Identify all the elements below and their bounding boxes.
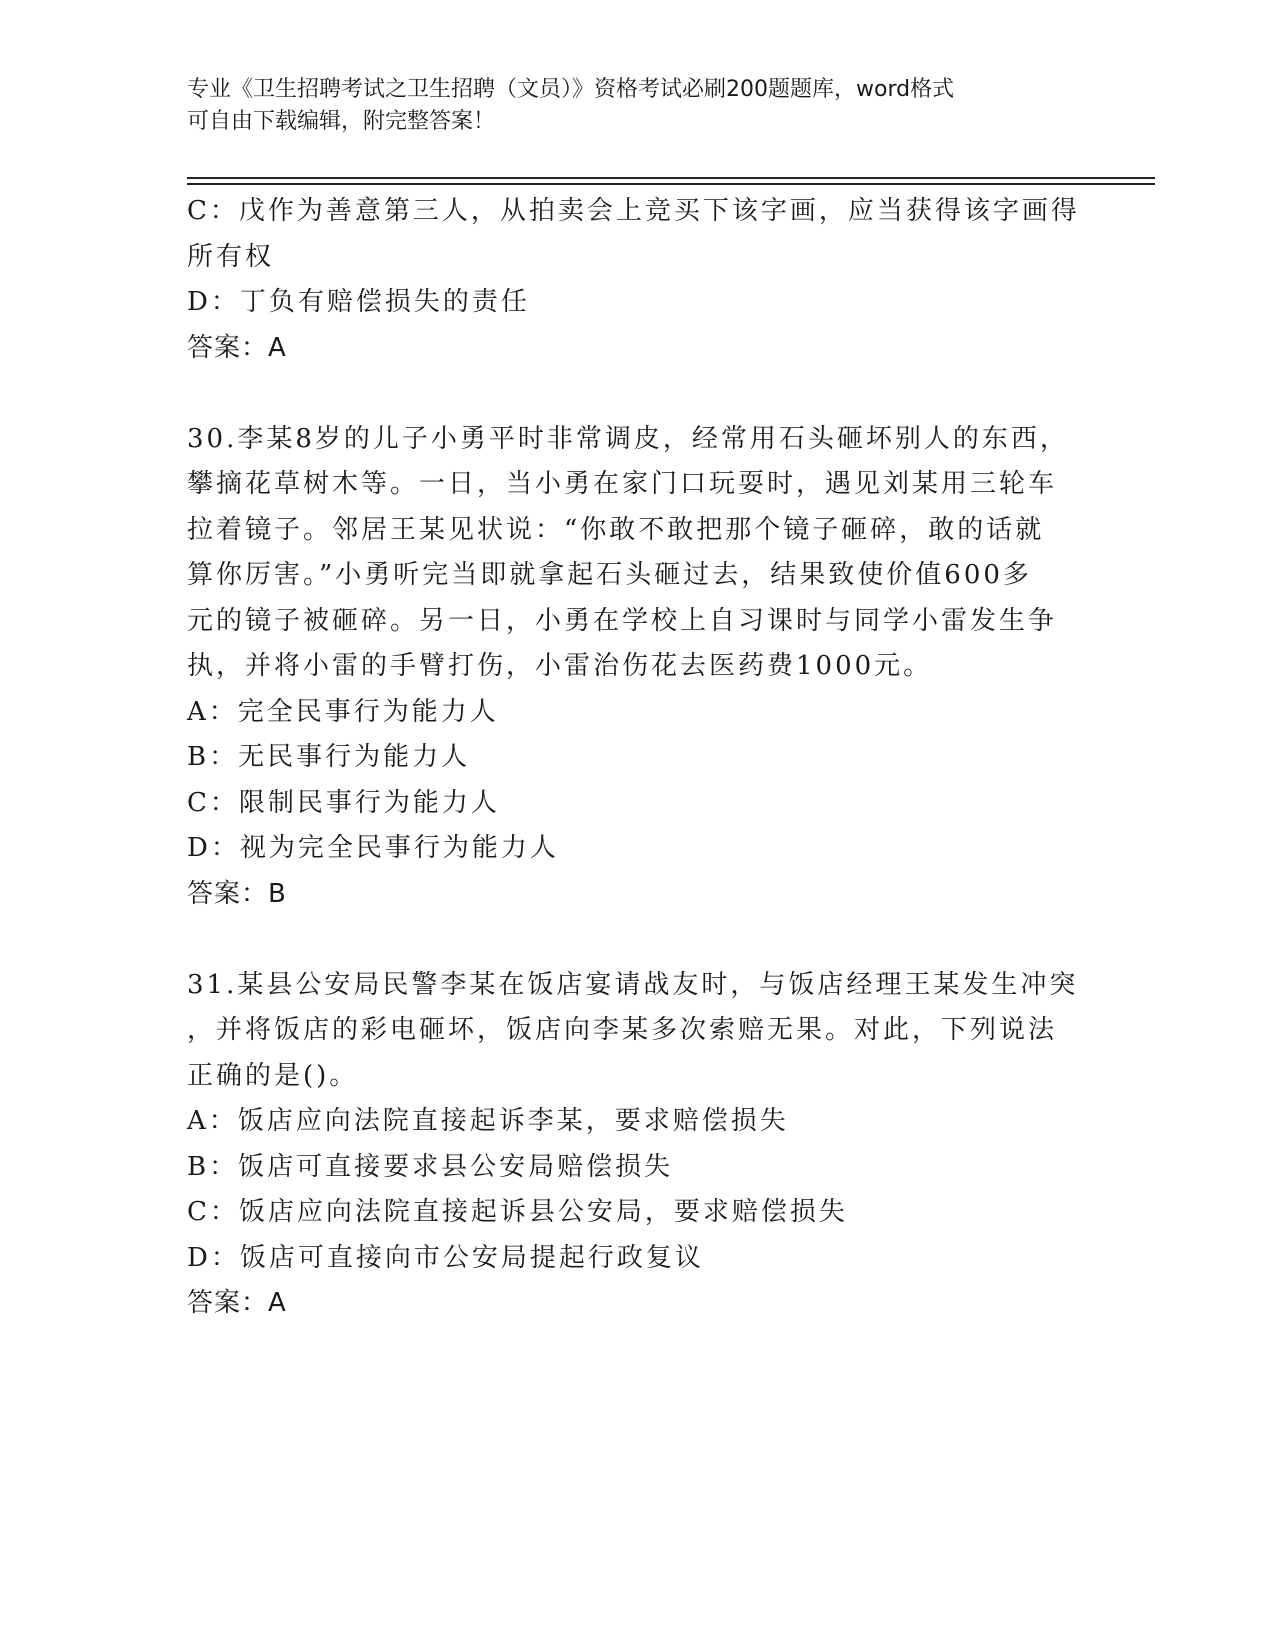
q31-stem-line: ，并将饭店的彩电砸坏，饭店向李某多次索赔无果。对此，下列说法 [187,1015,1058,1045]
q31-answer: 答案：A [187,1288,287,1318]
q30-option-d: D：视为完全民事行为能力人 [187,833,559,863]
q31-option-c: C：饭店应向法院直接起诉县公安局，要求赔偿损失 [187,1197,848,1227]
q31-stem-line: 31.某县公安局民警李某在饭店宴请战友时，与饭店经理王某发生冲突 [187,969,1079,1000]
header-divider-bottom [187,183,1155,185]
q30-option-a: A：完全民事行为能力人 [187,696,499,727]
question-29-continuation [187,189,1087,371]
spacer [187,917,1087,963]
q30-answer: 答案：B [187,878,287,909]
header-line-1: 专业《卫生招聘考试之卫生招聘（文员）》资格考试必刷200题题库，word格式 [187,77,955,102]
question-30 [187,417,1087,918]
q31-option-b: B：饭店可直接要求县公安局赔偿损失 [187,1151,674,1182]
q31-option-d: D：饭店可直接向市公安局提起行政复议 [187,1242,704,1273]
document-header [187,74,1087,138]
header-divider-top [187,177,1155,179]
question-31 [187,963,1087,1327]
q30-stem-line: 拉着镜子。邻居王某见状说：“你敢不敢把那个镜子砸碎，敢的话就 [187,514,1045,545]
q31-option-a: A：饭店应向法院直接起诉李某，要求赔偿损失 [187,1106,789,1136]
q29-option-c-line-2: 所有权 [187,241,275,272]
q30-option-c: C：限制民事行为能力人 [187,787,500,818]
document-body [187,189,1087,1327]
header-line-2: 可自由下载编辑，附完整答案！ [187,109,496,134]
spacer [187,371,1087,417]
q30-stem-line: 攀摘花草树木等。一日，当小勇在家门口玩耍时，遇见刘某用三轮车 [187,469,1058,499]
q30-stem-line: 30.李某8岁的儿子小勇平时非常调皮，经常用石头砸坏别人的东西， [187,423,1069,454]
q29-answer: 答案：A [187,332,287,363]
q30-stem-line: 算你厉害。”小勇听完当即就拿起石头砸过去，结果致使价值600多 [187,560,1032,590]
q30-stem-line: 执，并将小雷的手臂打伤，小雷治伤花去医药费1000元。 [187,651,933,681]
q29-option-c-line-1: C：戊作为善意第三人，从拍卖会上竞买下该字画，应当获得该字画得 [187,196,1080,226]
q29-option-d: D：丁负有赔偿损失的责任 [187,287,530,317]
q30-stem-line: 元的镜子被砸碎。另一日，小勇在学校上自习课时与同学小雷发生争 [187,605,1058,636]
q30-option-b: B：无民事行为能力人 [187,742,471,772]
q31-stem-line: 正确的是()。 [187,1060,359,1091]
